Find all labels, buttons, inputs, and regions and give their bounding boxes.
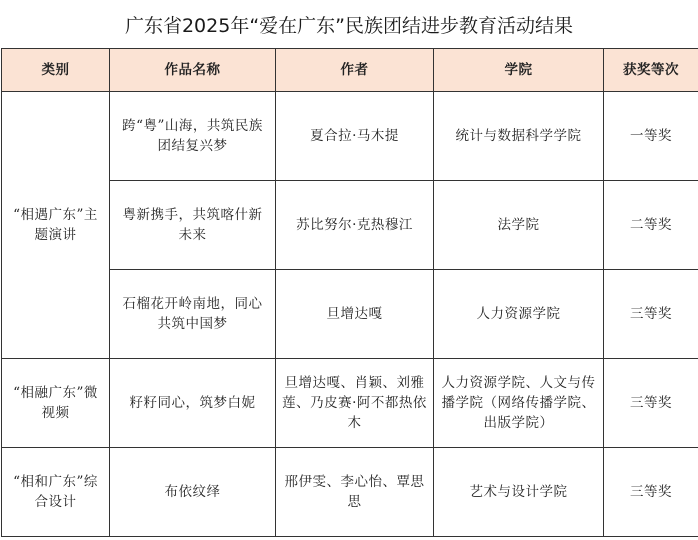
author-cell: 苏比努尔·克热穆江 [276,181,434,270]
table-row [2,359,698,448]
author-cell: 夏合拉·马木提 [276,92,434,181]
table-row [2,92,698,181]
results-table [1,48,698,537]
author-cell: 旦增达嘎、肖颖、刘雅莲、乃皮赛·阿不都热依木 [276,359,434,448]
work-cell: 籽籽同心，筑梦白妮 [110,359,276,448]
college-cell: 艺术与设计学院 [434,448,604,537]
college-cell: 统计与数据科学学院 [434,92,604,181]
header-college: 学院 [434,49,604,92]
category-cell: “相遇广东”主题演讲 [2,92,110,359]
award-cell: 三等奖 [604,270,698,359]
college-cell: 人力资源学院 [434,270,604,359]
table-row [2,448,698,537]
category-cell: “相和广东”综合设计 [2,448,110,537]
award-cell: 二等奖 [604,181,698,270]
work-cell: 布依纹绎 [110,448,276,537]
award-cell: 三等奖 [604,448,698,537]
category-cell: “相融广东”微视频 [2,359,110,448]
college-cell: 法学院 [434,181,604,270]
work-cell: 石榴花开岭南地，同心共筑中国梦 [110,270,276,359]
header-category: 类别 [2,49,110,92]
award-cell: 三等奖 [604,359,698,448]
header-award: 获奖等次 [604,49,698,92]
page-title: 广东省2025年“爱在广东”民族团结进步教育活动结果 [124,15,574,37]
author-cell: 邢伊雯、李心怡、覃思思 [276,448,434,537]
work-cell: 粤新携手，共筑喀什新未来 [110,181,276,270]
table-header-row [2,49,698,92]
header-author: 作者 [276,49,434,92]
author-cell: 旦增达嘎 [276,270,434,359]
work-cell: 跨“粤”山海，共筑民族团结复兴梦 [110,92,276,181]
college-cell: 人力资源学院、人文与传播学院（网络传播学院、出版学院） [434,359,604,448]
award-cell: 一等奖 [604,92,698,181]
header-work: 作品名称 [110,49,276,92]
